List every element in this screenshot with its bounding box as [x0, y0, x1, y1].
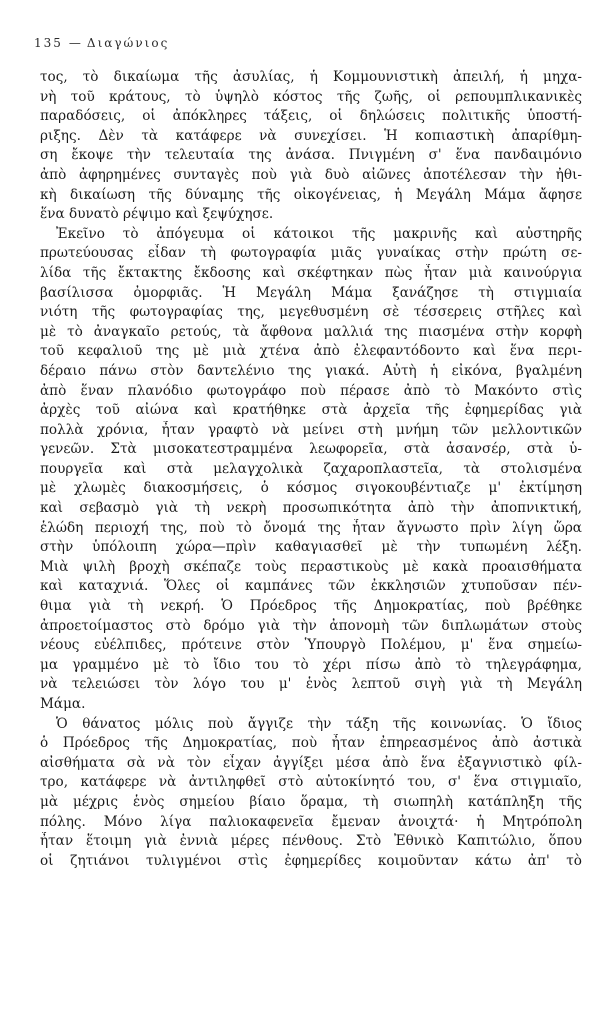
text-line: νέους εὐέλπιδες, πρότεινε στὸν Ὑπουργὸ Πολέμου, μ' ἕνα σημείω-: [40, 637, 582, 654]
text-line: ἀπὸ ἕναν πλανόδιο φωτογράφο ποὺ πέρασε ἀπὸ τὸ Μακόντο στὶς: [40, 382, 582, 399]
text-line: ἀπὸ ἀφηρημένες συνταγὲς ποὺ γιὰ δυὸ αἰῶνες ἀποτέλεσαν τὴν ἠθι-: [40, 166, 582, 183]
text-line: πολλὰ χρόνια, ἦταν γραφτὸ νὰ μείνει στὴ μνήμη τῶν μελλοντικῶν: [40, 421, 582, 438]
text-line: γενεῶν. Στὰ μισοκατεστραμμένα λεωφορεῖα, στὰ ἀσανσέρ, στὰ ὑ-: [40, 441, 582, 458]
text-line: μὲ χλωμὲς διακοσμήσεις, ὁ κόσμος σιγοκουβέντιαζε μ' ἐκτίμηση: [40, 480, 582, 497]
text-line: θιμα γιὰ τὴ νεκρή. Ὁ Πρόεδρος τῆς Δημοκρατίας, ποὺ βρέθηκε: [40, 598, 582, 615]
text-line: καὶ καταχνιά. Ὅλες οἱ καμπάνες τῶν ἐκκλησιῶν χτυποῦσαν πέν-: [40, 578, 582, 595]
text-line: κὴ δικαίωση τῆς δύναμης τῆς οἰκογένειας, ἡ Μεγάλη Μάμα ἄφησε: [40, 186, 582, 203]
text-line: νιότη τῆς φωτογραφίας της, μεγεθυσμένη σὲ τέσσερεις στῆλες καὶ: [40, 304, 582, 321]
text-line: πρωτεύουσας εἶδαν τὴ φωτογραφία μιᾶς γυναίκας στὴν πρώτη σε-: [40, 245, 582, 262]
text-line: τρο, κατάφερε νὰ ἀντιληφθεῖ στὸ αὐτοκίνητό του, σ' ἕνα στιγμιαῖο,: [40, 774, 582, 791]
text-line: οἱ ζητιάνοι τυλιγμένοι στὶς ἐφημερίδες κοιμοῦνταν κάτω ἀπ' τὸ: [40, 852, 582, 869]
book-title: Διαγώνιος: [86, 36, 170, 50]
text-line: ἕνα δυνατὸ ρέψιμο καὶ ξεψύχησε.: [40, 206, 274, 223]
text-line: νὰ τελειώσει τὸν λόγο του μ' ἑνὸς λεπτοῦ σιγὴ γιὰ τὴ Μεγάλη: [40, 676, 582, 693]
text-line: ριξης. Δὲν τὰ κατάφερε νὰ συνεχίσει. Ἡ κοπιαστικὴ ἀπαρίθμη-: [40, 127, 582, 144]
text-line: στὴν ὑπόλοιπη χώρα—πρὶν καθαγιασθεῖ μὲ τὴν τυπωμένη λέξη.: [40, 539, 582, 556]
page-number: 135: [34, 36, 63, 50]
text-line: Μιὰ ψιλὴ βροχὴ σκέπαζε τοὺς περαστικοὺς μὲ κακὰ προαισθήματα: [40, 558, 582, 575]
body-text: [40, 68, 582, 871]
header-separator: —: [68, 36, 81, 50]
running-head: [34, 36, 169, 50]
text-line: ση ἔκοψε τὴν τελευταία της ἀνάσα. Πνιγμένη σ' ἕνα πανδαιμόνιο: [40, 147, 582, 164]
text-line: μα γραμμένο μὲ τὸ ἴδιο του τὸ χέρι πίσω ἀπὸ τὸ τηλεγράφημα,: [40, 656, 582, 673]
text-line: ἀρχὲς τοῦ αἰώνα καὶ κρατήθηκε στὰ ἀρχεῖα τῆς ἐφημερίδας γιὰ: [40, 402, 582, 419]
text-line: δέραιο πάνω στὸν δαντελένιο της γιακά. Αὐτὴ ἡ εἰκόνα, βγαλμένη: [40, 362, 582, 379]
text-line: λίδα τῆς ἔκτακτης ἔκδοσης καὶ σκέφτηκαν πὼς ἦταν μιὰ καινούργια: [40, 264, 582, 281]
text-line: παραδόσεις, οἱ ἀπόκληρες τάξεις, οἱ δηλώσεις πολιτικῆς ὑποστή-: [40, 108, 582, 125]
text-line: Μάμα.: [40, 696, 86, 712]
text-line: τος, τὸ δικαίωμα τῆς ἀσυλίας, ἡ Κομμουνιστικὴ ἀπειλή, ἡ μηχα-: [40, 69, 582, 85]
text-line: ὁ Πρόεδρος τῆς Δημοκρατίας, ποὺ ἦταν ἐπηρεασμένος ἀπὸ ἀστικὰ: [40, 735, 582, 752]
text-line: πουργεῖα καὶ στὰ μελαγχολικὰ ζαχαροπλαστεῖα, τὰ στολισμένα: [40, 460, 582, 477]
text-line: μὰ μέχρις ἑνὸς σημείου βίαιο ὅραμα, τὴ σιωπηλὴ κατάπληξη τῆς: [40, 793, 582, 810]
text-line: καὶ σεβασμὸ γιὰ τὴ νεκρὴ προσωπικότητα ἀπὸ τὴν ἀποπνικτική,: [40, 500, 582, 517]
text-line: μὲ τὸ ἀναγκαῖο ρετούς, τὰ ἄφθονα μαλλιά της πιασμένα στὴν κορφὴ: [40, 323, 582, 340]
text-line: τοῦ κεφαλιοῦ της μὲ μιὰ χτένα ἀπὸ ἐλεφαντόδοντο καὶ ἕνα περι-: [40, 343, 582, 360]
text-line: ἑλώδη περιοχή της, ποὺ τὸ ὄνομά της ἦταν ἄγνωστο πρὶν λίγη ὥρα: [40, 519, 582, 536]
text-line: Ἐκεῖνο τὸ ἀπόγευμα οἱ κάτοικοι τῆς μακρινῆς καὶ αὐστηρῆς: [56, 225, 582, 242]
text-line: αἰσθήματα σὰ νὰ τὸν εἶχαν ἀγγίξει μέσα ἀπὸ ἕνα ἐξαγνιστικὸ φίλ-: [40, 754, 582, 771]
text-line: ἀπροετοίμαστος στὸ δρόμο γιὰ τὴν ἀπονομὴ τῶν διπλωμάτων στοὺς: [40, 617, 582, 634]
text-line: βασίλισσα ὀμορφιᾶς. Ἡ Μεγάλη Μάμα ξανάζησε τὴ στιγμιαία: [40, 284, 582, 301]
text-line: πόλης. Μόνο λίγα παλιοκαφενεῖα ἔμεναν ἀνοιχτά· ἡ Μητρόπολη: [40, 813, 582, 830]
text-line: νὴ τοῦ κράτους, τὸ ὑψηλὸ κόστος τῆς ζωῆς, οἱ ρεπουμπλικανικὲς: [40, 88, 582, 105]
text-line: ἦταν ἕτοιμη γιὰ ἐννιὰ μέρες πένθους. Στὸ Ἐθνικὸ Καπιτώλιο, ὅπου: [40, 833, 582, 850]
text-line: Ὁ θάνατος μόλις ποὺ ἄγγιζε τὴν τάξη τῆς κοινωνίας. Ὁ ἴδιος: [56, 715, 582, 732]
